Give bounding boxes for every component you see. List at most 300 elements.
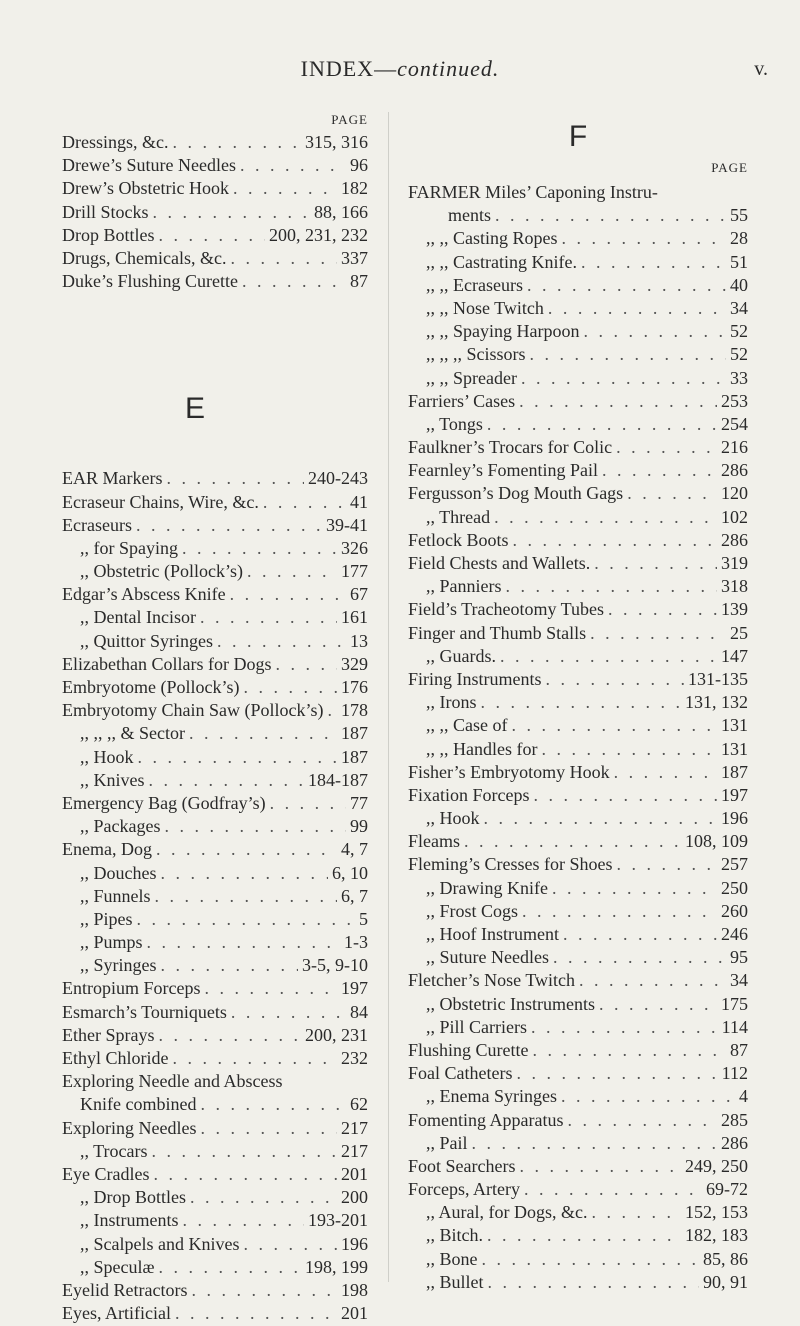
entry-term: Entropium Forceps: [62, 978, 201, 999]
index-entry: [62, 1002, 368, 1025]
entry-page-ref: 77: [350, 792, 368, 813]
leader-dots: [494, 507, 717, 528]
entry-term: ,, Frost Cogs: [426, 900, 519, 921]
index-entry: [408, 275, 748, 298]
index-entry: [408, 1133, 748, 1156]
leader-dots: [263, 492, 346, 513]
entry-page-ref: 87: [350, 271, 368, 292]
entry-term: Fearnley’s Fomenting Pail: [408, 460, 598, 481]
entry-page-ref: 5: [359, 908, 368, 929]
entry-page-ref: 95: [730, 947, 748, 968]
entry-page-ref: 177: [341, 561, 368, 582]
entry-term: ,, ,, Nose Twitch: [426, 297, 544, 318]
entry-page-ref: 1-3: [344, 932, 368, 953]
entry-term: ,, ,, Castrating Knife.: [426, 251, 577, 272]
leader-dots: [173, 1048, 338, 1069]
entry-page-ref: 85, 86: [703, 1248, 748, 1269]
entry-page-ref: 39-41: [326, 514, 368, 535]
entry-page-ref: 254: [721, 413, 748, 434]
leader-dots: [159, 225, 266, 246]
entry-page-ref: 88, 166: [314, 201, 368, 222]
leader-dots: [472, 1133, 717, 1154]
leader-dots: [240, 155, 346, 176]
leader-dots: [217, 631, 346, 652]
entry-page-ref: 69-72: [706, 1179, 748, 1200]
index-entry: [408, 228, 748, 251]
index-entry: [408, 715, 748, 738]
entry-term: ,, Knives: [80, 769, 145, 790]
index-entry: [62, 1280, 368, 1303]
entry-term: ,, Scalpels and Knives: [80, 1233, 240, 1254]
page-number: v.: [754, 58, 768, 80]
index-entry: [62, 1164, 368, 1187]
title-main: INDEX: [300, 56, 375, 81]
entry-page-ref: 99: [350, 816, 368, 837]
section-f-list: [408, 182, 748, 1295]
entry-page-ref: 4: [739, 1086, 748, 1107]
leader-dots: [191, 1280, 337, 1301]
entry-page-ref: 182: [341, 178, 368, 199]
entry-page-ref: 131: [721, 738, 748, 759]
index-entry: [408, 785, 748, 808]
index-entry: [408, 298, 748, 321]
entry-term: Foal Catheters: [408, 1063, 513, 1084]
entry-page-ref: 176: [341, 677, 368, 697]
index-entry: [62, 747, 368, 770]
entry-page-ref: 198, 199: [305, 1256, 368, 1277]
entry-term: ,, for Spaying: [80, 537, 178, 558]
entry-term: ,, ,, ,, Scissors: [426, 344, 526, 365]
index-entry: [408, 1110, 748, 1133]
entry-page-ref: 197: [721, 784, 748, 805]
entry-page-ref: 193-201: [308, 1210, 368, 1231]
page-header: [0, 56, 800, 96]
entry-term: ,, Guards.: [426, 645, 496, 666]
leader-dots: [275, 654, 337, 675]
index-entry: [408, 1249, 748, 1272]
index-entry: [62, 561, 368, 584]
leader-dots: [231, 1002, 346, 1023]
entry-page-ref: 196: [721, 808, 748, 829]
entry-term: Ecraseurs: [62, 514, 132, 535]
entry-page-ref: 196: [341, 1233, 368, 1254]
index-entry: [62, 909, 368, 932]
entry-page-ref: 131, 132: [685, 692, 748, 713]
title-separator: —: [374, 56, 398, 81]
entry-page-ref: 96: [350, 155, 368, 176]
entry-term: ,, Drop Bottles: [80, 1187, 186, 1208]
leader-dots: [561, 1086, 735, 1107]
entry-page-ref: 6, 10: [332, 862, 368, 883]
entry-page-ref: 201: [341, 1303, 368, 1324]
entry-term: Faulkner’s Trocars for Colic: [408, 437, 613, 458]
entry-page-ref: 25: [730, 622, 748, 643]
entry-page-ref: 152, 153: [685, 1202, 748, 1223]
entry-page-ref: 285: [721, 1109, 748, 1130]
entry-page-ref: 87: [730, 1039, 748, 1060]
entry-page-ref: 182, 183: [685, 1225, 748, 1246]
column-divider: [388, 112, 389, 1282]
entry-page-ref: 34: [730, 297, 748, 318]
entry-page-ref: 6, 7: [341, 885, 368, 906]
index-entry: [408, 576, 748, 599]
leader-dots: [484, 808, 718, 829]
index-entry: [408, 483, 748, 506]
entry-term: ,, Bone: [426, 1248, 478, 1269]
entry-term: Ecraseur Chains, Wire, &c.: [62, 491, 259, 512]
entry-term: ,, Douches: [80, 862, 157, 883]
entry-page-ref: 90, 91: [703, 1271, 748, 1292]
index-entry: [62, 225, 368, 248]
index-entry: [408, 762, 748, 785]
entry-page-ref: 260: [721, 900, 748, 921]
index-entry: [408, 344, 748, 367]
entry-page-ref: 246: [721, 924, 748, 944]
index-entry: [62, 839, 368, 862]
leader-dots: [534, 785, 718, 806]
entry-page-ref: 131-135: [688, 668, 748, 689]
entry-term: Emergency Bag (Godfray’s): [62, 792, 266, 813]
index-entry: [62, 584, 368, 607]
entry-page-ref: 40: [730, 274, 748, 295]
leader-dots: [182, 538, 337, 559]
entry-page-ref: 131: [721, 715, 748, 736]
index-entry: [62, 538, 368, 561]
entry-page-ref: 139: [721, 599, 748, 620]
index-entry: [408, 205, 748, 228]
index-entry: [408, 623, 748, 646]
leader-dots: [527, 275, 726, 296]
index-entry: [408, 994, 748, 1017]
entry-page-ref: 240-243: [308, 468, 368, 489]
entry-term: Drewe’s Suture Needles: [62, 155, 236, 176]
entry-term: Duke’s Flushing Curette: [62, 271, 238, 292]
index-entry: [408, 553, 748, 576]
entry-page-ref: 178: [341, 700, 368, 721]
index-entry: [62, 770, 368, 793]
entry-page-ref: 13: [350, 630, 368, 651]
leader-dots: [138, 747, 338, 768]
index-entry: [408, 460, 748, 483]
leader-dots: [590, 623, 726, 644]
index-entry: [62, 700, 368, 723]
index-entry: [408, 1086, 748, 1109]
entry-term: ,, Pill Carriers: [426, 1016, 527, 1037]
entry-term: ,, Funnels: [80, 885, 151, 906]
entry-page-ref: 161: [341, 607, 368, 628]
leader-dots: [562, 228, 726, 249]
entry-page-ref: 102: [721, 506, 748, 527]
index-entry: [408, 1179, 748, 1202]
index-entry: [62, 271, 368, 294]
index-entry: [62, 1141, 368, 1164]
leader-dots: [591, 1202, 681, 1223]
entry-term: Embryotome (Pollock’s): [62, 677, 240, 697]
entry-term: Elizabethan Collars for Dogs: [62, 653, 272, 674]
leader-dots: [243, 1234, 337, 1255]
entry-term: ,, Syringes: [80, 955, 157, 976]
index-entry: [408, 970, 748, 993]
leader-dots: [488, 1272, 700, 1293]
leader-dots: [200, 1118, 337, 1139]
index-entry: [62, 1094, 368, 1117]
entry-term: Fetlock Boots: [408, 529, 509, 550]
index-entry: [62, 515, 368, 538]
entry-term: Fletcher’s Nose Twitch: [408, 970, 576, 991]
entry-term: ,, Drawing Knife: [426, 877, 548, 898]
entry-page-ref: 232: [341, 1048, 368, 1068]
leader-dots: [153, 202, 310, 223]
entry-page-ref: 52: [730, 344, 748, 365]
index-entry: [62, 607, 368, 630]
entry-page-ref: 112: [721, 1063, 748, 1084]
entry-page-ref: 120: [721, 483, 748, 504]
leader-dots: [614, 762, 717, 783]
section-letter-e: E: [184, 392, 205, 426]
entry-page-ref: 201: [341, 1163, 368, 1184]
leader-dots: [152, 1141, 337, 1162]
index-entry: [62, 1257, 368, 1280]
leader-dots: [519, 391, 717, 412]
index-entry: [62, 793, 368, 816]
leader-dots: [158, 1025, 301, 1046]
entry-page-ref: 3-5, 9-10: [302, 955, 368, 976]
leader-dots: [487, 414, 717, 435]
leader-dots: [553, 947, 726, 968]
leader-dots: [147, 932, 340, 953]
entry-page-ref: 52: [730, 321, 748, 342]
entry-term: Embryotomy Chain Saw (Pollock’s): [62, 700, 324, 721]
index-entry: [62, 654, 368, 677]
entry-term: Foot Searchers: [408, 1155, 516, 1176]
index-entry: [62, 1234, 368, 1257]
running-title: [0, 56, 800, 82]
entry-term: ,, Thread: [426, 506, 491, 527]
entry-term: Ethyl Chloride: [62, 1048, 169, 1068]
entry-term: Eye Cradles: [62, 1163, 150, 1184]
index-entry: [408, 437, 748, 460]
leader-dots: [161, 955, 299, 976]
entry-term: FARMER Miles’ Caponing Instru-: [408, 182, 658, 202]
index-entry: [408, 1017, 748, 1040]
leader-dots: [568, 1110, 718, 1131]
entry-term: Drugs, Chemicals, &c.: [62, 247, 227, 268]
leader-dots: [530, 344, 726, 365]
entry-page-ref: 286: [721, 529, 748, 550]
entry-page-ref: 28: [730, 228, 748, 249]
index-entry: [62, 978, 368, 1001]
index-entry: [408, 182, 748, 205]
index-entry: [62, 155, 368, 178]
index-entry: [408, 669, 748, 692]
entry-term: ,, Quittor Syringes: [80, 630, 213, 651]
leader-dots: [516, 1063, 717, 1084]
leader-dots: [524, 1179, 702, 1200]
entry-page-ref: 108, 109: [685, 831, 748, 852]
index-entry: [62, 816, 368, 839]
index-entry: [408, 507, 748, 530]
leader-dots: [247, 561, 337, 582]
leader-dots: [159, 1257, 302, 1278]
entry-page-ref: 326: [341, 537, 368, 558]
section-d-list: [62, 132, 368, 294]
leader-dots: [243, 677, 337, 698]
leader-dots: [175, 1303, 337, 1324]
index-entry: [62, 492, 368, 515]
index-entry: [408, 947, 748, 970]
leader-dots: [599, 994, 717, 1015]
section-e-list: [62, 468, 368, 1326]
leader-dots: [552, 878, 717, 899]
entry-term: ,, ,, Handles for: [426, 738, 538, 759]
index-entry: [408, 414, 748, 437]
entry-term: Ether Sprays: [62, 1024, 155, 1045]
entry-term: Dressings, &c.: [62, 132, 169, 152]
index-entry: [408, 692, 748, 715]
entry-page-ref: 62: [350, 1094, 368, 1115]
entry-page-ref: 200: [341, 1187, 368, 1208]
leader-dots: [513, 530, 717, 551]
entry-page-ref: 198: [341, 1279, 368, 1300]
leader-dots: [541, 739, 717, 760]
page-column-label: PAGE: [331, 112, 368, 127]
entry-page-ref: 318: [721, 576, 748, 597]
entry-term: ,, Trocars: [80, 1140, 148, 1161]
entry-page-ref: 187: [341, 723, 368, 744]
entry-term: ,, Packages: [80, 816, 161, 837]
leader-dots: [581, 252, 726, 273]
index-entry: [408, 1040, 748, 1063]
entry-page-ref: 147: [721, 645, 748, 666]
entry-page-ref: 175: [721, 993, 748, 1014]
entry-term: ,, Suture Needles: [426, 947, 549, 968]
leader-dots: [506, 576, 718, 597]
entry-term: Fergusson’s Dog Mouth Gags: [408, 483, 624, 504]
index-entry: [408, 739, 748, 762]
index-entry: [408, 599, 748, 622]
entry-page-ref: 197: [341, 978, 368, 999]
index-entry: [408, 808, 748, 831]
entry-term: Field’s Tracheotomy Tubes: [408, 599, 605, 620]
leader-dots: [627, 483, 717, 504]
index-entry: [62, 1048, 368, 1071]
index-entry: [62, 468, 368, 491]
index-entry: [408, 368, 748, 391]
entry-term: Firing Instruments: [408, 668, 542, 689]
index-entry: [62, 1303, 368, 1326]
entry-page-ref: 200, 231, 232: [269, 224, 368, 245]
title-continued: continued.: [397, 56, 500, 81]
entry-page-ref: 249, 250: [685, 1155, 748, 1176]
entry-page-ref: 250: [721, 877, 748, 898]
leader-dots: [531, 1017, 718, 1038]
entry-term: Drop Bottles: [62, 224, 155, 245]
entry-page-ref: 257: [721, 854, 748, 875]
index-entry: [408, 924, 748, 947]
entry-term: Fisher’s Embryotomy Hook: [408, 761, 610, 782]
index-entry: [62, 132, 368, 155]
entry-term: ,, Pail: [426, 1132, 468, 1153]
index-entry: [62, 1025, 368, 1048]
entry-term: Forceps, Artery: [408, 1179, 520, 1200]
index-entry: [408, 391, 748, 414]
entry-term: Flushing Curette: [408, 1039, 529, 1060]
entry-term: ,, ,, Case of: [426, 715, 508, 736]
leader-dots: [500, 646, 717, 667]
index-entry: [62, 723, 368, 746]
index-entry: [62, 932, 368, 955]
entry-page-ref: 187: [341, 746, 368, 767]
leader-dots: [481, 692, 682, 713]
index-entry: [408, 1063, 748, 1086]
entry-term: Exploring Needles: [62, 1117, 197, 1138]
entry-page-ref: 84: [350, 1001, 368, 1022]
leader-dots: [482, 1249, 700, 1270]
index-entry: [62, 886, 368, 909]
index-entry: [62, 202, 368, 225]
leader-dots: [233, 178, 337, 199]
entry-page-ref: 216: [721, 437, 748, 458]
entry-term: ,, Instruments: [80, 1210, 179, 1231]
leader-dots: [230, 584, 346, 605]
entry-term: Field Chests and Wallets.: [408, 553, 591, 573]
leader-dots: [519, 1156, 681, 1177]
leader-dots: [548, 298, 726, 319]
entry-page-ref: 253: [721, 390, 748, 411]
entry-page-ref: 337: [341, 247, 368, 268]
leader-dots: [495, 205, 726, 226]
entry-term: ,, Tongs: [426, 413, 483, 434]
index-entry: [62, 955, 368, 978]
entry-term: ,, Obstetric (Pollock’s): [80, 561, 243, 582]
entry-term: ,, Obstetric Instruments: [426, 993, 595, 1014]
leader-dots: [155, 886, 337, 907]
entry-term: Fomenting Apparatus: [408, 1109, 564, 1130]
index-entry: [408, 901, 748, 924]
entry-term: ments: [448, 205, 491, 226]
entry-page-ref: 319: [721, 553, 748, 573]
leader-dots: [200, 607, 337, 628]
entry-term: Enema, Dog: [62, 839, 152, 860]
entry-page-ref: 114: [721, 1016, 748, 1037]
leader-dots: [487, 1225, 681, 1246]
entry-term: Knife combined: [80, 1094, 197, 1115]
leader-dots: [563, 924, 717, 945]
entry-term: ,, Hook: [80, 746, 134, 767]
leader-dots: [533, 1040, 727, 1061]
index-entry: [408, 1272, 748, 1295]
index-entry: [408, 1202, 748, 1225]
entry-term: ,, Aural, for Dogs, &c.: [426, 1202, 588, 1223]
entry-term: Fixation Forceps: [408, 784, 530, 805]
leader-dots: [579, 970, 726, 991]
entry-page-ref: 187: [721, 761, 748, 782]
leader-dots: [173, 132, 302, 153]
entry-page-ref: 286: [721, 460, 748, 481]
entry-term: EAR Markers: [62, 468, 163, 489]
entry-term: ,, Dental Incisor: [80, 607, 196, 628]
entry-term: Exploring Needle and Abscess: [62, 1071, 283, 1092]
entry-term: Finger and Thumb Stalls: [408, 622, 587, 643]
entry-term: ,, Panniers: [426, 576, 502, 597]
leader-dots: [183, 1210, 305, 1231]
leader-dots: [166, 468, 304, 489]
entry-page-ref: 329: [341, 653, 368, 674]
leader-dots: [521, 368, 726, 389]
leader-dots: [153, 1164, 337, 1185]
entry-page-ref: 51: [730, 251, 748, 272]
section-letter-f: F: [568, 120, 588, 153]
